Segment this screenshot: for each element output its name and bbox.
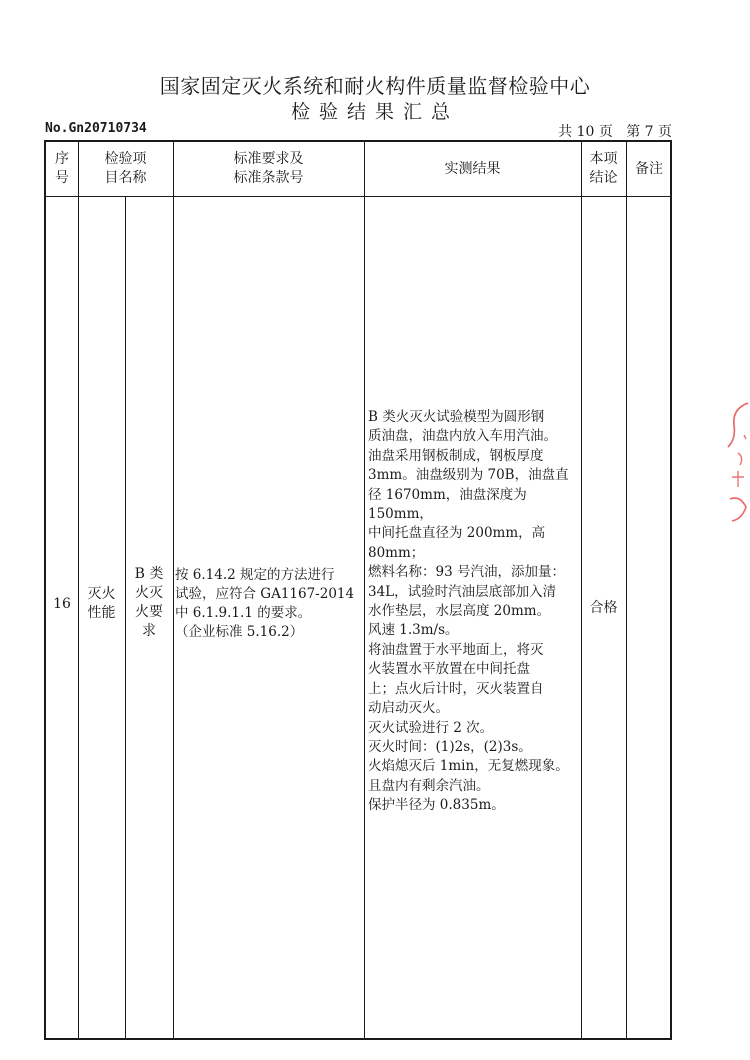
column-header-conclusion: 本项 结论 bbox=[589, 151, 618, 186]
column-header-remark: 备注 bbox=[635, 160, 663, 177]
document-title: 检验结果汇总 bbox=[290, 101, 459, 123]
row-item-sub: B 类 火灭 火要 求 bbox=[134, 566, 164, 639]
row-item-main: 灭火 性能 bbox=[87, 586, 116, 621]
grid-line bbox=[46, 196, 670, 197]
seal-stamp-icon bbox=[724, 395, 750, 535]
grid-line bbox=[173, 142, 174, 1038]
column-header-result: 实测结果 bbox=[444, 160, 501, 177]
row-conclusion: 合格 bbox=[589, 600, 618, 616]
column-header-standard: 标准要求及 标准条款号 bbox=[233, 151, 304, 186]
results-table bbox=[44, 140, 672, 1040]
row-seq: 16 bbox=[53, 596, 71, 612]
report-number: No.Gn20710734 bbox=[45, 121, 147, 136]
row-result: B 类火灭火试验模型为圆形钢 质油盘，油盘内放入车用汽油。 油盘采用钢板制成，钢板厚度 3mm。油盘级别为 70B，油盘直 径 1670mm，油盘深度为 150mm， 中间托盘直径为 200mm，高 80mm； 燃料名称：93 号汽油，添加量： 34L，试验时汽油层底部加入清 水作垫层，水层高度 20mm。 风速 1.3m/s。 将油盘置于水平地面上，将灭 火装置水平放置在中间托盘 上；点火后计时，灭火装置自 动启动灭火。 灭火试验进行 2 次。 灭火时间：(1)2s，(2)3s。 火焰熄灭后 1min，无复燃现象。 且盘内有剩余汽油。 保护半径为 0.835m。 bbox=[368, 409, 569, 814]
column-header-seq: 序 号 bbox=[55, 151, 69, 186]
grid-line bbox=[626, 142, 627, 1038]
row-standard: 按 6.14.2 规定的方法进行 试验，应符合 GA1167-2014 中 6.1.9.1.1 的要求。 （企业标准 5.16.2） bbox=[175, 567, 355, 640]
grid-line bbox=[581, 142, 582, 1038]
grid-line bbox=[364, 142, 365, 1038]
column-header-item: 检验项 目名称 bbox=[104, 151, 147, 186]
organization-title: 国家固定灭火系统和耐火构件质量监督检验中心 bbox=[159, 74, 591, 98]
page-info: 共 10 页 第 7 页 bbox=[558, 124, 672, 140]
